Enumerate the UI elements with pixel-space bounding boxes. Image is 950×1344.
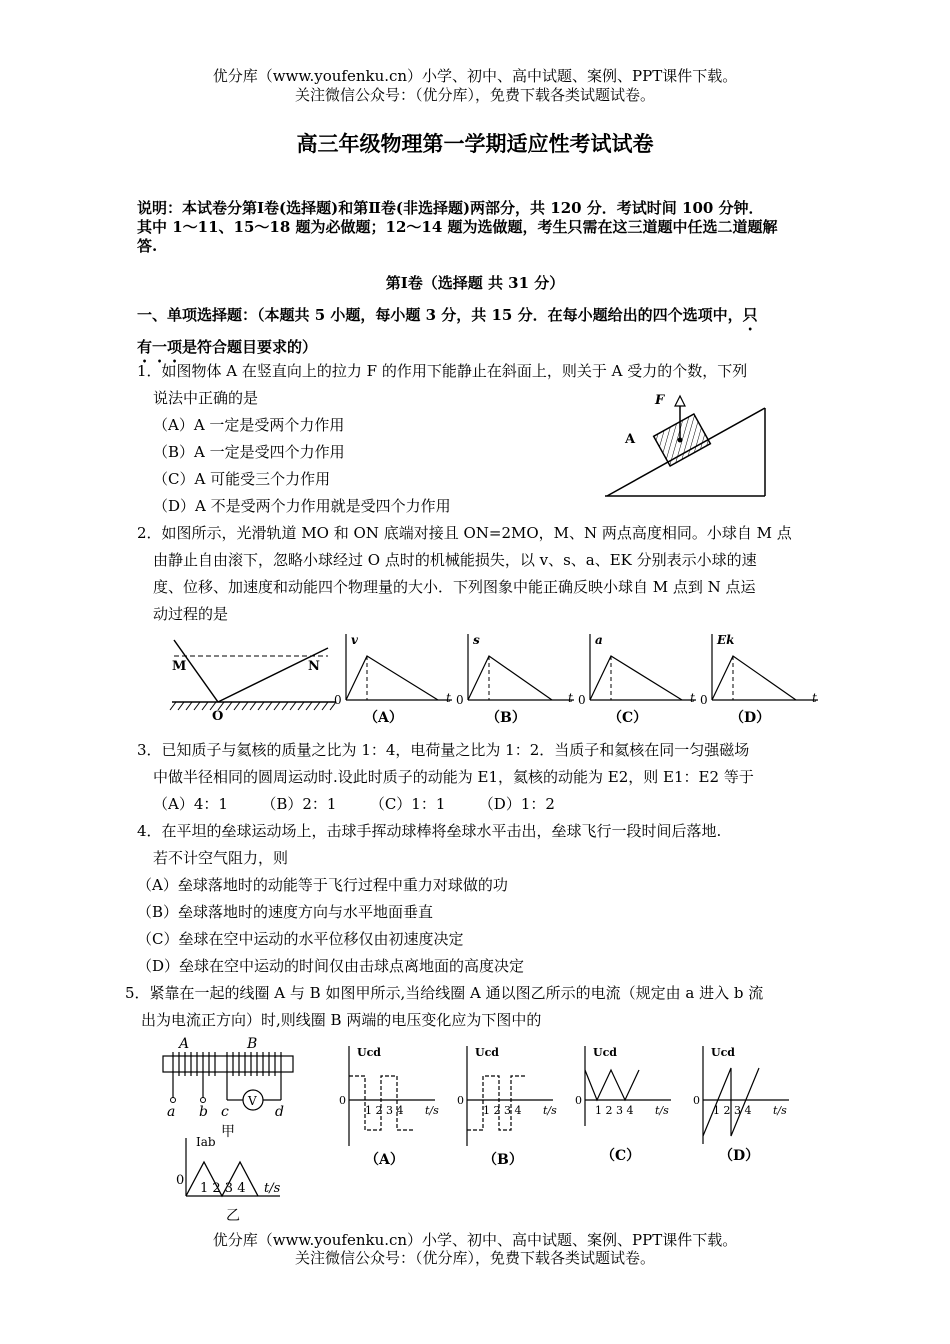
u-label: Ucd — [593, 1046, 617, 1059]
header-line-2: 关注微信公众号：（优分库），免费下载各类试题试卷。 — [294, 86, 655, 104]
y-label: v — [351, 633, 358, 647]
page-title: 高三年级物理第一学期适应性考试试卷 — [296, 131, 654, 156]
u-label: Ucd — [711, 1046, 735, 1059]
footer-line-1: 优分库（www.youfenku.cn）小学、初中、高中试题、案例、PPT课件下载。 — [212, 1231, 738, 1249]
instructions — [137, 199, 819, 256]
ts-label: t/s — [655, 1104, 669, 1117]
q4-option: （D）垒球在空中运动的时间仅由击球点离地面的高度决定 — [137, 957, 525, 975]
q2-figure — [168, 630, 828, 732]
zero-label: 0 — [700, 693, 708, 707]
zero-label: 0 — [339, 1094, 346, 1107]
label-m: M — [172, 659, 187, 674]
question-4 — [137, 818, 817, 980]
ticks-label: 1 2 3 4 — [365, 1104, 404, 1117]
center-dot — [678, 438, 683, 443]
figure-jia-label: 甲 — [221, 1124, 235, 1140]
terminal-c-label: c — [221, 1104, 229, 1120]
q2-track — [170, 640, 336, 724]
graph-c — [578, 633, 696, 726]
coil-a-label: A — [179, 1036, 190, 1052]
q5-graph-c — [575, 1046, 671, 1164]
graph-a — [334, 633, 452, 726]
q2-stem-2: 由静止自由滚下，忽略小球经过 O 点时的机械能损失，以 v、s、a、EK 分别表示小球的速 — [153, 551, 757, 569]
label-f: F — [655, 393, 665, 408]
caption: （C） — [601, 1148, 641, 1164]
q3-option: （C）1：1 — [369, 795, 446, 813]
q4-option: （C）垒球在空中运动的水平位移仅由初速度决定 — [137, 930, 464, 948]
label-n: N — [308, 659, 320, 674]
t-label: t — [568, 691, 573, 705]
q3-option: （B）2：1 — [261, 795, 337, 813]
part1-heading-a: 一、单项选择题：（本题共 5 小题，每小题 3 分，共 15 分．在每小题给出的四个选项中， — [137, 306, 743, 324]
q4-stem-2: 若不计空气阻力，则 — [153, 849, 289, 867]
u-label: Ucd — [475, 1046, 499, 1059]
q5-answer-graphs — [335, 1044, 787, 1172]
zero-label: 0 — [457, 1094, 464, 1107]
q3-options — [137, 791, 817, 818]
q2-stem-4: 动过程的是 — [153, 605, 229, 623]
header-line-1: 优分库（www.youfenku.cn）小学、初中、高中试题、案例、PPT课件下载。 — [212, 67, 738, 85]
part1-emph-1: 只 — [742, 306, 758, 324]
t-label: t — [690, 691, 695, 705]
q5-current-graph — [170, 1134, 295, 1224]
part1-heading-b: 是符合题目要求的） — [182, 338, 318, 356]
ts-label: t/s — [425, 1104, 439, 1117]
figure-yi-label: 乙 — [226, 1208, 240, 1224]
ts-label: t/s — [543, 1104, 557, 1117]
q5-graph-d — [693, 1046, 789, 1164]
q1-stem-1: 1．如图物体 A 在竖直向上的拉力 F 的作用下能静止在斜面上，则关于 A 受力的个数，下列 — [137, 362, 748, 380]
caption: （A） — [365, 1152, 404, 1168]
ticks-label: 1 2 3 4 — [595, 1104, 634, 1117]
voltmeter-label: V — [248, 1094, 257, 1108]
caption: （B） — [483, 1152, 523, 1168]
q3-option: （D）1：2 — [478, 795, 555, 813]
q1-option: （B）A 一定是受四个力作用 — [153, 443, 345, 461]
terminal-b — [201, 1098, 206, 1103]
ticks-label: 1 2 3 4 — [483, 1104, 522, 1117]
q5-stem-1: 5．紧靠在一起的线圈 A 与 B 如图甲所示,当给线圈 A 通以图乙所示的电流（规定由 a 进入 b 流 — [125, 984, 764, 1002]
coil-b-label: B — [247, 1036, 258, 1052]
zero-label: 0 — [575, 1094, 582, 1107]
q4-option: （B）垒球落地时的速度方向与水平地面垂直 — [137, 903, 434, 921]
graph-b — [456, 633, 574, 726]
graph-d — [700, 633, 818, 726]
q3-stem-2: 中做半径相同的圆周运动时.设此时质子的动能为 E1，氦核的动能为 E2，则 E1：E2 等于 — [153, 768, 754, 786]
coil-core — [163, 1056, 293, 1072]
q2-stem-1: 2．如图所示，光滑轨道 MO 和 ON 底端对接且 ON=2MO，M、N 两点高度相同。小球自 M 点 — [137, 524, 792, 542]
question-2 — [137, 520, 817, 628]
zero-label: 0 — [693, 1094, 700, 1107]
caption: （B） — [486, 710, 526, 726]
ts-label: t/s — [264, 1181, 281, 1196]
zero-label: 0 — [334, 693, 342, 707]
question-5 — [125, 980, 825, 1034]
t-label: t — [446, 691, 451, 705]
instructions-line-1: 说明：本试卷分第Ⅰ卷(选择题)和第Ⅱ卷(非选择题)两部分，共 120 分．考试时间 100 分钟． — [137, 199, 764, 217]
footer-line-2: 关注微信公众号：（优分库），免费下载各类试题试卷。 — [294, 1249, 655, 1267]
caption: （A） — [364, 710, 403, 726]
part1-heading — [137, 302, 819, 366]
caption: （C） — [608, 710, 648, 726]
y-label: Ek — [717, 633, 735, 647]
q5-graph-a — [339, 1046, 439, 1168]
arrow-head-icon — [675, 396, 685, 406]
q1-stem-2: 说法中正确的是 — [153, 389, 259, 407]
terminal-a — [171, 1098, 176, 1103]
zero-label: 0 — [578, 693, 586, 707]
label-a: A — [625, 432, 636, 447]
y-label: a — [595, 633, 603, 647]
q3-stem-1: 3．已知质子与氦核的质量之比为 1：4，电荷量之比为 1：2．当质子和氦核在同一匀强磁场 — [137, 741, 750, 759]
t-label: t — [812, 691, 817, 705]
q4-option: （A）垒球落地时的动能等于飞行过程中重力对球做的功 — [137, 876, 508, 894]
q1-option: （C）A 可能受三个力作用 — [153, 470, 331, 488]
question-3 — [137, 737, 817, 818]
q1-option: （D）A 不是受两个力作用就是受四个力作用 — [153, 497, 451, 515]
q5-graph-b — [457, 1046, 557, 1168]
q1-option: （A）A 一定是受两个力作用 — [153, 416, 345, 434]
caption: （D） — [730, 710, 771, 726]
section-heading: 第Ⅰ卷（选择题 共 31 分） — [385, 274, 565, 292]
terminal-b-label: b — [199, 1104, 208, 1120]
terminal-a-label: a — [167, 1104, 176, 1120]
part1-emph-2: 有一项 — [137, 338, 183, 356]
ticks-label: 1 2 3 4 — [200, 1181, 246, 1196]
q2-stem-3: 度、位移、加速度和动能四个物理量的大小．下列图象中能正确反映小球自 M 点到 N 点运 — [153, 578, 756, 596]
y-label: s — [473, 633, 480, 647]
caption: （D） — [719, 1148, 760, 1164]
terminal-d-label: d — [275, 1104, 284, 1120]
u-label: Ucd — [357, 1046, 381, 1059]
q5-coils-figure — [155, 1036, 305, 1141]
ts-label: t/s — [773, 1104, 787, 1117]
q3-option: （A）4：1 — [153, 795, 228, 813]
instructions-line-2: 其中 1～11、15～18 题为必做题；12～14 题为选做题，考生只需在这三道题中任选二道题解 — [137, 218, 778, 236]
zero-label: 0 — [176, 1173, 185, 1188]
q5-stem-2: 出为电流正方向）时,则线圈 B 两端的电压变化应为下图中的 — [141, 1011, 542, 1029]
instructions-line-3: 答. — [137, 237, 158, 255]
q4-stem-1: 4．在平坦的垒球运动场上，击球手挥动球棒将垒球水平击出，垒球飞行一段时间后落地. — [137, 822, 722, 840]
ticks-label: 1 2 3 4 — [713, 1104, 752, 1117]
zero-label: 0 — [456, 693, 464, 707]
iab-label: Iab — [196, 1135, 216, 1149]
q1-incline-figure — [595, 388, 775, 506]
label-o: O — [212, 709, 224, 724]
